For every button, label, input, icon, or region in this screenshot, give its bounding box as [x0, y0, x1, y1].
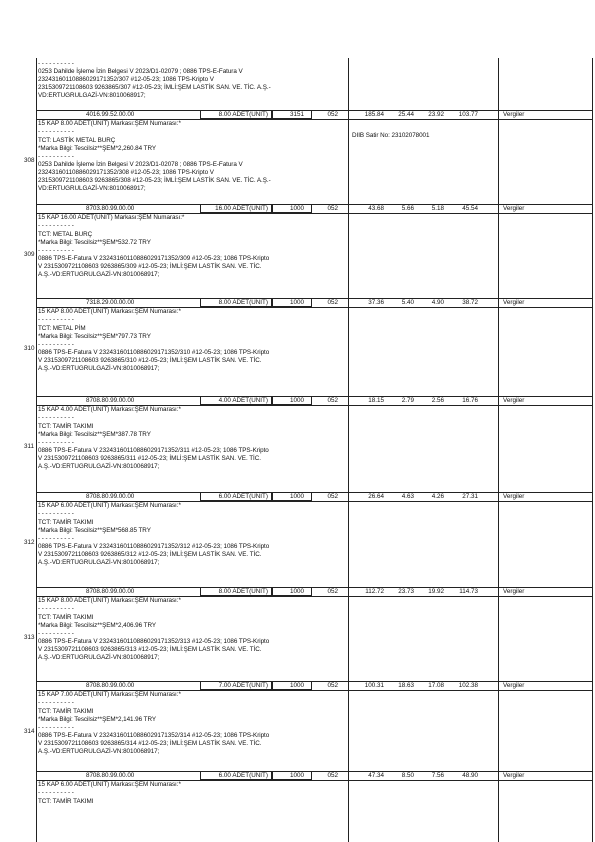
code-2: 052 [327, 205, 338, 212]
marka-line: *Marka Bilgi: Tescilsiz**ŞEM*568.85 TRY [38, 527, 151, 534]
code-2: 052 [327, 682, 338, 689]
ref-line: V 2315309721108603 9263865/309 #12-05-23; İMLİ:ŞEM LASTİK SAN. VE. TİC. [38, 263, 262, 270]
value-3: 5.18 [431, 205, 444, 212]
dashes: - - - - - - - - - - [38, 247, 74, 254]
ref-line: 0886 TPS-E-Fatura V 23243160110886029171352/310 #12-05-23; 1086 TPS-Kripto [38, 349, 270, 356]
gtip-code: 8708.80.99.00.00 [86, 588, 135, 595]
vergiler-label: Vergiler [503, 205, 525, 212]
dashes: - - - - - - - - - - [38, 605, 74, 612]
table-border [498, 58, 499, 842]
kap-line: 15 KAP 8.00 ADET(UNIT) Markası:ŞEM Numarası:* [38, 120, 181, 127]
kap-line: 15 KAP 6.00 ADET(UNIT) Markası:ŞEM Numarası:* [38, 781, 181, 788]
ref-line: 0886 TPS-E-Fatura V 23243160110886029171352/311 #12-05-23; 1086 TPS-Kripto [38, 447, 269, 454]
marka-line: *Marka Bilgi: Tescilsiz**ŞEM*2,141.96 TRY [38, 716, 156, 723]
ref-line: A.Ş.-VD:ERTUGRULGAZİ-VN:8010068917; [38, 559, 160, 566]
tct-line: TCT: TAMİR TAKIMI [38, 519, 94, 526]
value-3: 4.90 [431, 299, 444, 306]
quantity: 8.00 ADET(UNIT) [218, 588, 268, 595]
tct-line: TCT: TAMİR TAKIMI [38, 614, 94, 621]
row-number: 309 [24, 251, 35, 258]
vergiler-label: Vergiler [503, 299, 525, 306]
ref-line: 2315309721108603 9263865/307 #12-05-23; İMLİ:ŞEM LASTİK SAN. VE. TİC. A.Ş.- [38, 84, 271, 91]
row-number: 313 [24, 634, 35, 641]
code-1: 1000 [289, 772, 304, 779]
code-2: 052 [327, 588, 338, 595]
ref-line: A.Ş.-VD:ERTUGRULGAZİ-VN:8010068917; [38, 365, 160, 372]
quantity: 6.00 ADET(UNIT) [218, 772, 268, 779]
ref-line: V 2315309721108603 9263865/311 #12-05-23; İMLİ:ŞEM LASTİK SAN. VE. TİC. [38, 455, 261, 462]
code-2: 052 [327, 772, 338, 779]
ref-line: 23243160110886029171352/308 #12-05-23; 1086 TPS-Kripto V [38, 169, 214, 176]
tct-line: TCT: LASTİK METAL BURÇ [38, 137, 116, 144]
dashes: - - - - - - - - - - [38, 222, 74, 229]
value-3: 7.56 [431, 772, 444, 779]
kap-line: 15 KAP 8.00 ADET(UNIT) Markası:ŞEM Numarası:* [38, 597, 181, 604]
ref-line: VD:ERTUGRULGAZİ-VN:8010068917; [38, 185, 146, 192]
marka-line: *Marka Bilgi: Tescilsiz**ŞEM*387.78 TRY [38, 431, 151, 438]
value-3: 19.92 [428, 588, 444, 595]
code-2: 052 [327, 397, 338, 404]
value-3: 17.08 [428, 682, 444, 689]
value-4: 102.38 [458, 682, 478, 689]
ref-line: A.Ş.-VD:ERTUGRULGAZİ-VN:8010068917; [38, 463, 160, 470]
vergiler-label: Vergiler [503, 588, 525, 595]
row-number: 308 [24, 157, 35, 164]
code-2: 052 [327, 111, 338, 118]
dashes: - - - - - - - - - - [38, 153, 74, 160]
gtip-code: 4016.99.52.00.00 [86, 111, 135, 118]
value-1: 47.34 [368, 772, 384, 779]
value-1: 100.31 [364, 682, 384, 689]
code-1: 3151 [289, 111, 304, 118]
code-1: 1000 [289, 397, 304, 404]
row-number: 312 [24, 539, 35, 546]
value-3: 23.92 [428, 111, 444, 118]
quantity: 8.00 ADET(UNIT) [218, 111, 268, 118]
value-2: 2.79 [401, 397, 414, 404]
dashes: - - - - - - - - - - [38, 414, 74, 421]
quantity: 7.00 ADET(UNIT) [218, 682, 268, 689]
gtip-code: 8708.80.99.00.00 [86, 493, 135, 500]
value-2: 23.73 [398, 588, 414, 595]
vergiler-label: Vergiler [503, 397, 525, 404]
ref-line: V 2315309721108603 9263865/312 #12-05-23; İMLİ:ŞEM LASTİK SAN. VE. TİC. [38, 551, 262, 558]
row-number: 311 [24, 443, 35, 450]
code-1: 1000 [289, 205, 304, 212]
dashes: - - - - - - - - - - [38, 724, 74, 731]
value-2: 18.63 [398, 682, 414, 689]
dashes: - - - - - - - - - - [38, 316, 74, 323]
marka-line: *Marka Bilgi: Tescilsiz**ŞEM*532.72 TRY [38, 239, 151, 246]
value-4: 114.73 [459, 588, 478, 595]
value-2: 5.66 [401, 205, 414, 212]
ref-line: A.Ş.-VD:ERTUGRULGAZİ-VN:8010068917; [38, 654, 160, 661]
ref-line: V 2315309721108603 9263865/314 #12-05-23; İMLİ:ŞEM LASTİK SAN. VE. TİC. [38, 740, 262, 747]
dashes: - - - - - - - - - - [38, 699, 74, 706]
kap-line: 15 KAP 16.00 ADET(UNIT) Markası:ŞEM Numarası:* [38, 214, 185, 221]
kap-line: 15 KAP 6.00 ADET(UNIT) Markası:ŞEM Numarası:* [38, 502, 181, 509]
kap-line: 15 KAP 8.00 ADET(UNIT) Markası:ŞEM Numarası:* [38, 308, 181, 315]
dashes: - - - - - - - - - - [38, 630, 74, 637]
code-1: 1000 [289, 588, 304, 595]
quantity: 8.00 ADET(UNIT) [218, 299, 268, 306]
dashes: - - - - - - - - - - [38, 535, 74, 542]
value-4: 103.77 [458, 111, 478, 118]
ref-line: 23243160110886029171352/307 #12-05-23; 1086 TPS-Kripto V [38, 76, 214, 83]
dashes: - - - - - - - - - - [38, 789, 74, 796]
gtip-code: 7318.29.00.00.00 [86, 299, 135, 306]
table-border [592, 58, 593, 842]
value-1: 26.64 [368, 493, 384, 500]
vergiler-label: Vergiler [503, 772, 525, 779]
code-1: 1000 [289, 682, 304, 689]
tct-line: TCT: TAMİR TAKIMI [38, 708, 94, 715]
ref-line: 0253 Dahilde İşleme İzin Belgesi V 2023/D1-02079 ; 0886 TPS-E-Fatura V [38, 68, 243, 75]
table-border [348, 58, 349, 842]
value-1: 43.68 [368, 205, 384, 212]
vergiler-label: Vergiler [503, 493, 525, 500]
vergiler-label: Vergiler [503, 111, 525, 118]
gtip-code: 8708.80.99.00.00 [86, 397, 135, 404]
value-2: 25.44 [398, 111, 414, 118]
value-2: 8.50 [401, 772, 414, 779]
value-3: 4.26 [431, 493, 444, 500]
value-1: 37.36 [368, 299, 384, 306]
ref-line: V 2315309721108603 9263865/313 #12-05-23; İMLİ:ŞEM LASTİK SAN. VE. TİC. [38, 646, 262, 653]
diib-note: DIIB Satir No: 23102078001 [352, 132, 430, 139]
code-1: 1000 [289, 493, 304, 500]
vergiler-label: Vergiler [503, 682, 525, 689]
tct-line: TCT: TAMİR TAKIMI [38, 423, 94, 430]
gtip-code: 8708.80.99.00.00 [86, 772, 135, 779]
tct-line: TCT: TAMİR TAKIMI [38, 798, 94, 805]
marka-line: *Marka Bilgi: Tescilsiz**ŞEM*797.73 TRY [38, 333, 151, 340]
value-2: 4.63 [401, 493, 414, 500]
ref-line: 2315309721108603 9263865/308 #12-05-23; İMLİ:ŞEM LASTİK SAN. VE. TİC. A.Ş.- [38, 177, 271, 184]
row-number: 314 [24, 728, 35, 735]
value-1: 18.15 [368, 397, 384, 404]
ref-line: 0886 TPS-E-Fatura V 23243160110886029171352/314 #12-05-23; 1086 TPS-Kripto [38, 732, 270, 739]
ref-line: 0253 Dahilde İşleme İzin Belgesi V 2023/D1-02078 ; 0886 TPS-E-Fatura V [38, 161, 243, 168]
marka-line: *Marka Bilgi: Tescilsiz**ŞEM*2,260.84 TRY [38, 145, 156, 152]
value-4: 48.90 [462, 772, 478, 779]
code-1: 1000 [289, 299, 304, 306]
kap-line: 15 KAP 7.00 ADET(UNIT) Markası:ŞEM Numarası:* [38, 691, 181, 698]
value-4: 16.76 [462, 397, 478, 404]
code-2: 052 [327, 493, 338, 500]
dashes: - - - - - - - - - - [38, 341, 74, 348]
tct-line: TCT: METAL PİM [38, 325, 86, 332]
ref-line: 0886 TPS-E-Fatura V 23243160110886029171352/312 #12-05-23; 1086 TPS-Kripto [38, 543, 270, 550]
row-number: 310 [24, 345, 35, 352]
ref-line: A.Ş.-VD:ERTUGRULGAZİ-VN:8010068917; [38, 748, 160, 755]
code-2: 052 [327, 299, 338, 306]
table-border [36, 58, 37, 842]
kap-line: 15 KAP 4.00 ADET(UNIT) Markası:ŞEM Numarası:* [38, 406, 181, 413]
ref-line: V 2315309721108603 9263865/310 #12-05-23; İMLİ:ŞEM LASTİK SAN. VE. TİC. [38, 357, 262, 364]
quantity: 16.00 ADET(UNIT) [215, 205, 268, 212]
ref-line: VD:ERTUGRULGAZİ-VN:8010068917; [38, 92, 146, 99]
gtip-code: 8703.80.99.00.00 [86, 205, 135, 212]
value-1: 112.72 [365, 588, 384, 595]
value-4: 38.72 [462, 299, 478, 306]
dashes: - - - - - - - - - - [38, 128, 74, 135]
value-1: 185.84 [364, 111, 384, 118]
ref-line: A.Ş.-VD:ERTUGRULGAZİ-VN:8010068917; [38, 271, 160, 278]
ref-line: 0886 TPS-E-Fatura V 23243160110886029171352/313 #12-05-23; 1086 TPS-Kripto [38, 638, 270, 645]
value-4: 27.31 [462, 493, 478, 500]
dashes: - - - - - - - - - - [38, 510, 74, 517]
dashes: - - - - - - - - - - [38, 60, 74, 67]
value-4: 45.54 [462, 205, 478, 212]
gtip-code: 8708.80.99.00.00 [86, 682, 135, 689]
value-3: 2.56 [431, 397, 444, 404]
dashes: - - - - - - - - - - [38, 439, 74, 446]
ref-line: 0886 TPS-E-Fatura V 23243160110886029171352/309 #12-05-23; 1086 TPS-Kripto [38, 255, 270, 262]
quantity: 6.00 ADET(UNIT) [218, 493, 268, 500]
quantity: 4.00 ADET(UNIT) [218, 397, 268, 404]
tct-line: TCT: METAL BURÇ [38, 231, 93, 238]
value-2: 5.40 [401, 299, 414, 306]
marka-line: *Marka Bilgi: Tescilsiz**ŞEM*2,406.96 TRY [38, 622, 156, 629]
